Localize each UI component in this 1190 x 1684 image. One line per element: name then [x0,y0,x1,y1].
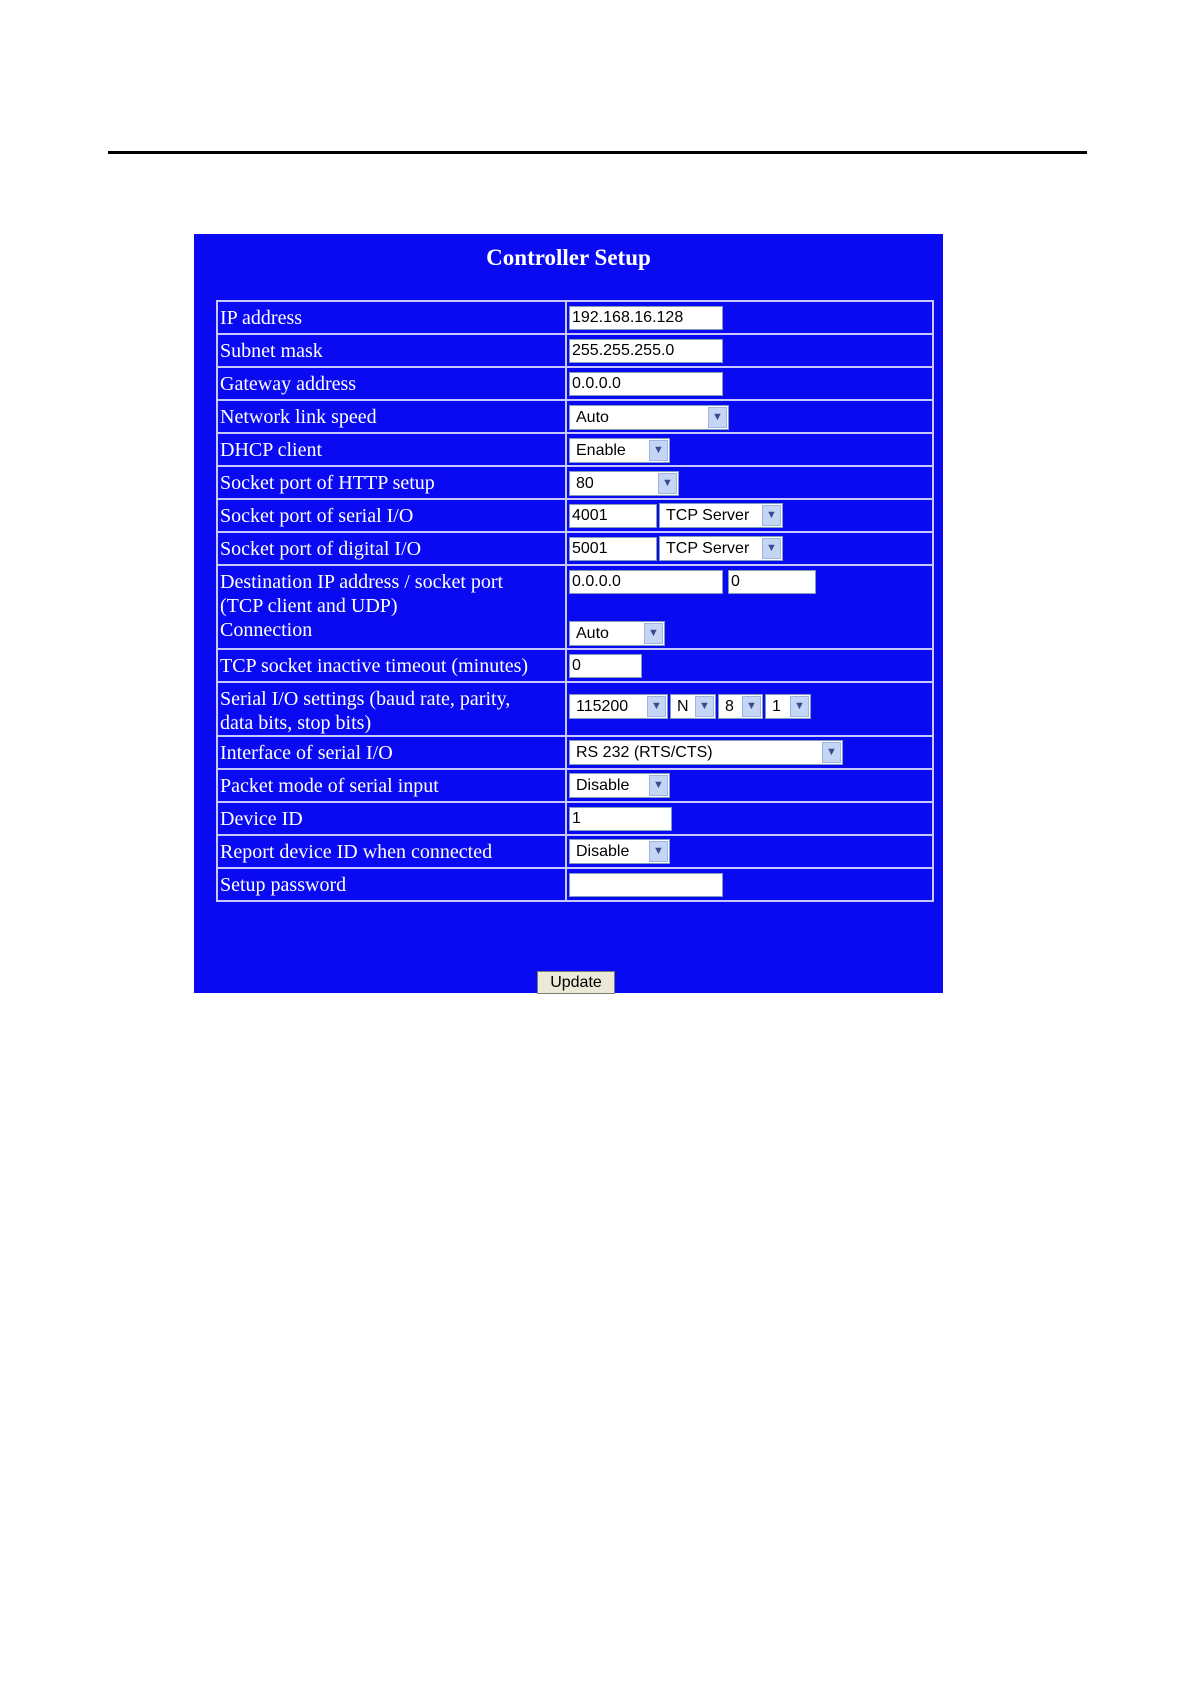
link-speed-value: Auto [576,409,609,426]
chevron-down-icon[interactable]: ▼ [649,775,668,796]
label-destination [217,565,566,649]
label-packet-mode: Packet mode of serial input [217,769,566,802]
chevron-down-icon[interactable]: ▼ [649,440,668,461]
controller-setup-panel [194,234,943,993]
chevron-down-icon[interactable]: ▼ [695,696,714,717]
chevron-down-icon[interactable]: ▼ [708,407,727,428]
ip-address-input[interactable]: 192.168.16.128 [569,306,723,330]
digital-mode-value: TCP Server [666,540,750,557]
row-dhcp [217,433,933,466]
row-report-id [217,835,933,868]
row-serial-settings [217,682,933,736]
row-timeout [217,649,933,682]
label-device-id: Device ID [217,802,566,835]
panel-title: Controller Setup [486,245,651,270]
http-port-select[interactable] [569,471,679,496]
label-http-port: Socket port of HTTP setup [217,466,566,499]
chevron-down-icon[interactable]: ▼ [762,538,781,559]
chevron-down-icon[interactable]: ▼ [762,505,781,526]
row-packet-mode [217,769,933,802]
chevron-down-icon[interactable]: ▼ [658,473,677,494]
label-subnet-mask: Subnet mask [217,334,566,367]
row-digital-port [217,532,933,565]
row-serial-port [217,499,933,532]
label-serial-port: Socket port of serial I/O [217,499,566,532]
interface-value: RS 232 (RTS/CTS) [576,744,713,761]
label-dhcp: DHCP client [217,433,566,466]
connection-value: Auto [576,625,609,642]
label-destination-line2: (TCP client and UDP) [220,595,398,617]
label-link-speed: Network link speed [217,400,566,433]
link-speed-select[interactable] [569,405,729,430]
row-destination [217,565,933,649]
chevron-down-icon[interactable]: ▼ [647,696,666,717]
chevron-down-icon[interactable]: ▼ [644,623,663,644]
destination-ip-input[interactable]: 0.0.0.0 [569,570,723,594]
row-link-speed [217,400,933,433]
setup-table [216,300,934,902]
serial-port-input[interactable]: 4001 [569,504,657,528]
row-password [217,868,933,901]
gateway-input[interactable]: 0.0.0.0 [569,372,723,396]
packet-mode-value: Disable [576,777,630,794]
baud-rate-value: 115200 [576,698,629,715]
top-rule [108,151,1087,154]
label-destination-line1: Destination IP address / socket port [220,571,504,593]
serial-mode-value: TCP Server [666,507,750,524]
row-interface [217,736,933,769]
label-interface: Interface of serial I/O [217,736,566,769]
device-id-input[interactable]: 1 [569,807,672,831]
label-serial-settings [217,682,566,736]
label-serial-settings-line2: data bits, stop bits) [220,712,372,734]
parity-select[interactable] [670,694,716,719]
password-input[interactable] [569,873,723,897]
connection-select[interactable] [569,621,665,646]
row-ip-address [217,301,933,334]
label-gateway: Gateway address [217,367,566,400]
destination-port-input[interactable]: 0 [728,570,816,594]
packet-mode-select[interactable] [569,773,670,798]
label-timeout: TCP socket inactive timeout (minutes) [217,649,566,682]
label-password: Setup password [217,868,566,901]
parity-value: N [677,698,689,715]
row-http-port [217,466,933,499]
label-ip-address: IP address [217,301,566,334]
chevron-down-icon[interactable]: ▼ [742,696,761,717]
label-destination-line3: Connection [220,619,313,641]
chevron-down-icon[interactable]: ▼ [790,696,809,717]
row-gateway [217,367,933,400]
row-device-id [217,802,933,835]
timeout-input[interactable]: 0 [569,654,642,678]
digital-mode-select[interactable] [659,536,783,561]
label-digital-port: Socket port of digital I/O [217,532,566,565]
dhcp-select[interactable] [569,438,670,463]
subnet-mask-input[interactable]: 255.255.255.0 [569,339,723,363]
stop-bits-value: 1 [772,698,781,715]
digital-port-input[interactable]: 5001 [569,537,657,561]
serial-mode-select[interactable] [659,503,783,528]
report-id-select[interactable] [569,839,670,864]
label-serial-settings-line1: Serial I/O settings (baud rate, parity, [220,688,511,710]
update-button[interactable]: Update [537,971,615,994]
baud-rate-select[interactable] [569,694,668,719]
report-id-value: Disable [576,843,630,860]
http-port-value: 80 [576,475,594,492]
row-subnet-mask [217,334,933,367]
label-report-id: Report device ID when connected [217,835,566,868]
chevron-down-icon[interactable]: ▼ [822,742,841,763]
stop-bits-select[interactable] [765,694,811,719]
interface-select[interactable] [569,740,843,765]
data-bits-select[interactable] [718,694,763,719]
chevron-down-icon[interactable]: ▼ [649,841,668,862]
data-bits-value: 8 [725,698,734,715]
dhcp-value: Enable [576,442,626,459]
